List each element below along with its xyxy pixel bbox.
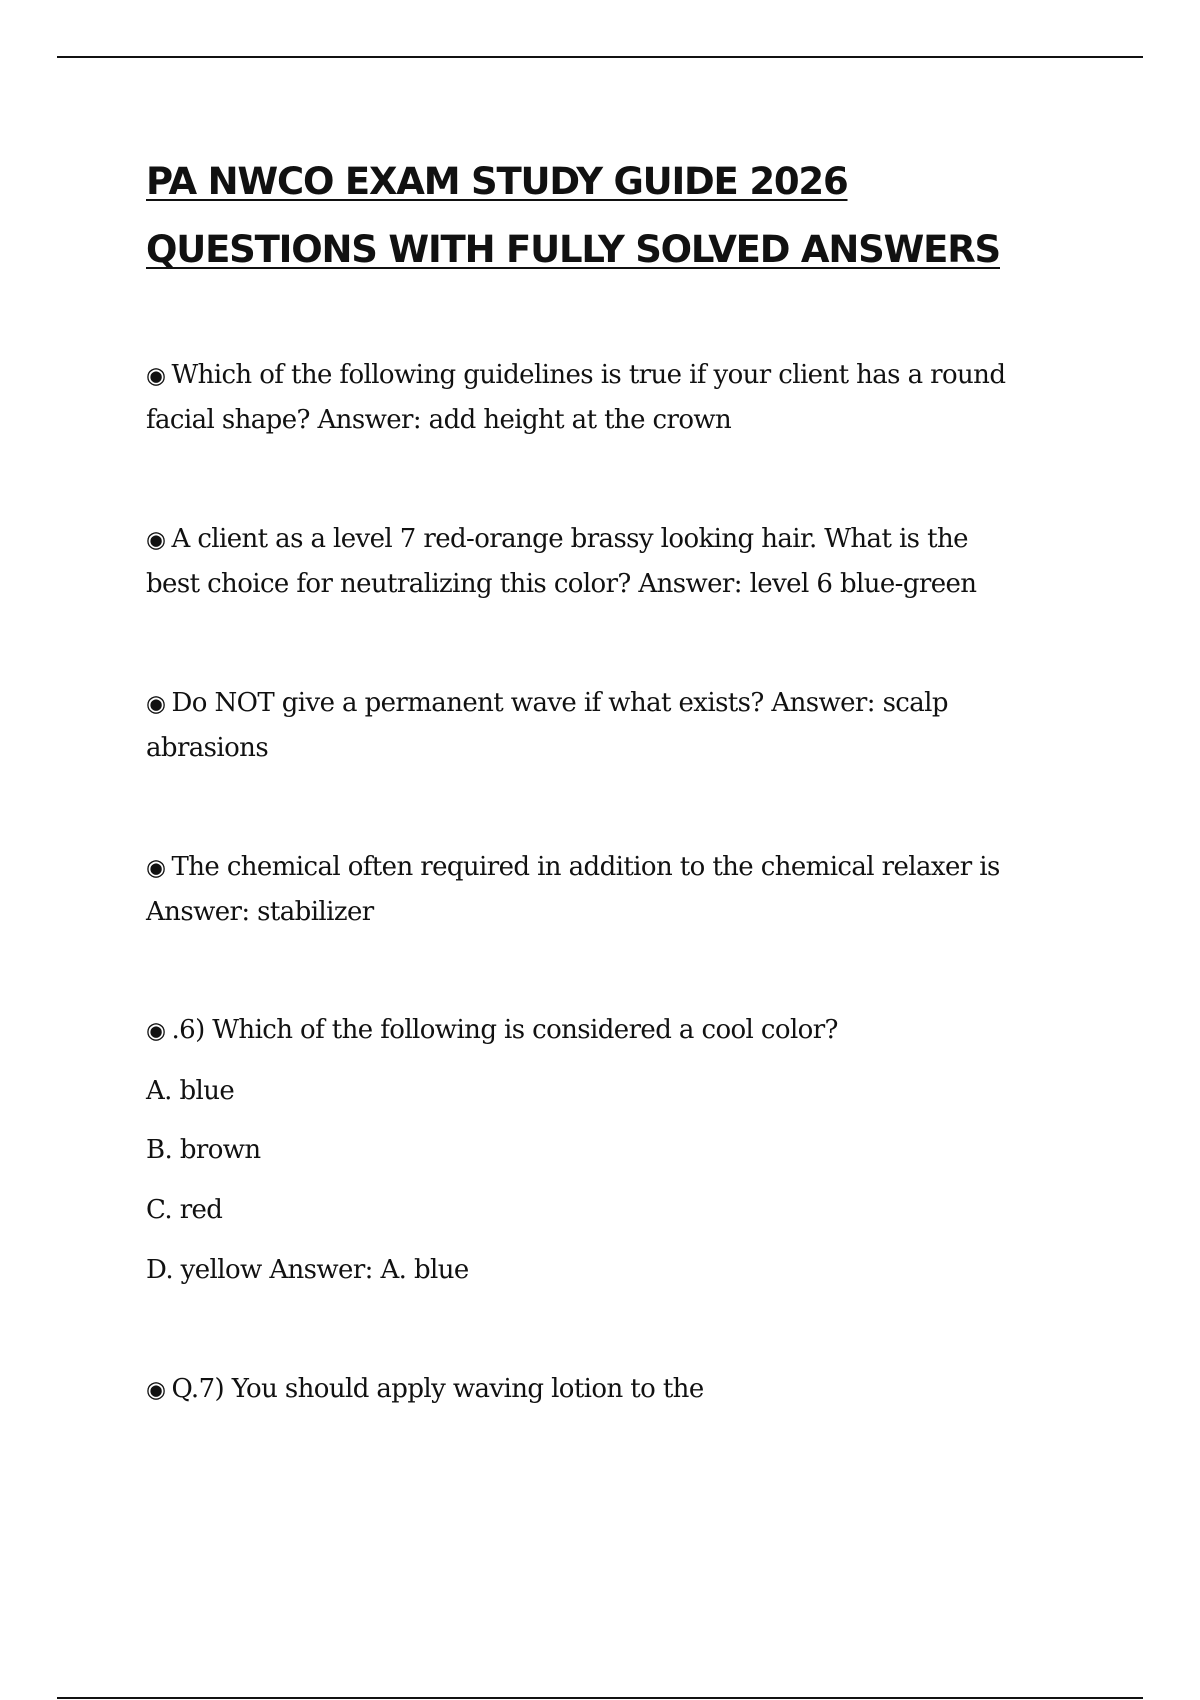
question-4 (146, 845, 1106, 934)
title-line-1: PA NWCO EXAM STUDY GUIDE 2026 (146, 160, 848, 203)
radio-bullet-icon: ◉ (146, 1377, 166, 1403)
question-text: Which of the following guidelines is true if your client has a round (171, 360, 1006, 390)
bottom-rule (57, 1697, 1143, 1699)
option-a: A. blue (146, 1076, 235, 1106)
title-line-2: QUESTIONS WITH FULLY SOLVED ANSWERS (146, 228, 1000, 271)
question-3 (146, 681, 1106, 770)
question-text: A client as a level 7 red-orange brassy looking hair. What is the (171, 524, 968, 554)
option-d-with-answer: D. yellow Answer: A. blue (146, 1255, 469, 1285)
question-text: Q.7) You should apply waving lotion to the (171, 1374, 704, 1404)
radio-bullet-icon: ◉ (146, 527, 166, 553)
question-text: The chemical often required in addition to the chemical relaxer is (171, 852, 1000, 882)
question-text-continued: Answer: stabilizer (146, 897, 374, 927)
question-2 (146, 517, 1106, 606)
radio-bullet-icon: ◉ (146, 691, 166, 717)
radio-bullet-icon: ◉ (146, 855, 166, 881)
question-1 (146, 353, 1106, 442)
question-text-continued: facial shape? Answer: add height at the crown (146, 405, 732, 435)
question-text: Do NOT give a permanent wave if what exists? Answer: scalp (171, 688, 948, 718)
question-text-continued: best choice for neutralizing this color? Answer: level 6 blue-green (146, 569, 977, 599)
question-7 (146, 1367, 1106, 1412)
document-title (146, 148, 1126, 284)
question-5 (146, 1008, 1106, 1053)
question-text: .6) Which of the following is considered a cool color? (171, 1015, 838, 1045)
top-rule (57, 56, 1143, 58)
option-c: C. red (146, 1195, 223, 1225)
question-text-continued: abrasions (146, 733, 269, 763)
option-b: B. brown (146, 1135, 261, 1165)
radio-bullet-icon: ◉ (146, 1018, 166, 1044)
radio-bullet-icon: ◉ (146, 363, 166, 389)
